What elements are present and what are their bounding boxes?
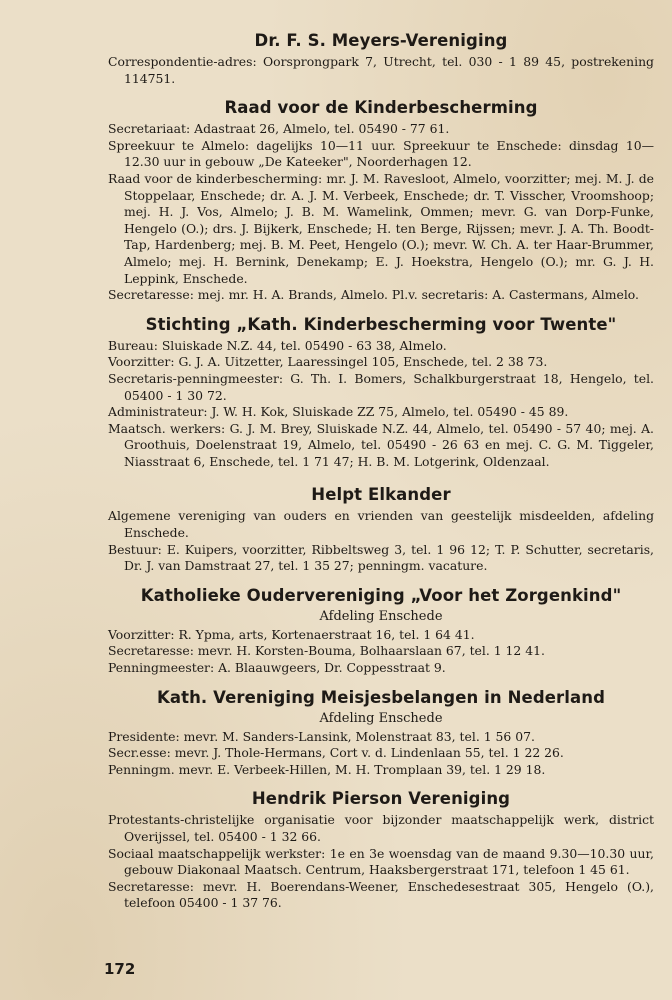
entry: Voorzitter: R. Ypma, arts, Kortenaerstraat 16, tel. 1 64 41. <box>108 626 475 642</box>
entry: Sociaal maatschappelijk werkster: 1e en 3e woensdag van de maand 9.30—10.30 uur, gebouw Diakonaal Maatsch. Centrum, Haaksbergerstraat 171, telefoon 1 45 61. <box>108 845 654 878</box>
section-subtitle: Afdeling Enschede <box>319 608 443 624</box>
entry: Secretaresse: mej. mr. H. A. Brands, Almelo. Pl.v. secretaris: A. Castermans, Almelo. <box>108 287 639 303</box>
entry: Algemene vereniging van ouders en vrienden van geestelijk misdeelden, afdeling Enschede. <box>108 508 654 541</box>
page-number: 172 <box>104 960 136 978</box>
section-title: Dr. F. S. Meyers-Vereniging <box>254 31 508 50</box>
entry: Raad voor de kinderbescherming: mr. J. M. Ravesloot, Almelo, voorzitter; mej. M. J. de Stoppelaar, Enschede; dr. A. J. M. Verbeek, Enschede; dr. T. Visscher, Vroomshoop; mej. H. J. Vos, Almelo; J. B. M. Wamelink, Ommen; mevr. G. van Dorp-Funke, Hengelo (O.); drs. J. Bijkerk, Enschede; H. ten Berge, Rijssen; mevr. J. A. Th. Boodt-Tap, Hardenberg; mej. B. M. Peet, Hengelo (O.); mevr. W. Ch. A. ter Haar-Brummer, Almelo; mej. H. Bernink, Denekamp; E. J. Hoekstra, Hengelo (O.); mr. G. J. H. Leppink, Enschede. <box>108 170 654 286</box>
section-kath-kinderbescherming <box>108 314 654 471</box>
section-title: Kath. Vereniging Meisjesbelangen in Nederland <box>156 687 606 707</box>
section-hendrik-pierson <box>108 788 654 912</box>
entry: Spreekuur te Almelo: dagelijks 10—11 uur. Spreekuur te Enschede: dinsdag 10—12.30 uur in gebouw „De Kateeker", Noorderhagen 12. <box>108 137 654 170</box>
section-subtitle: Afdeling Enschede <box>319 710 443 726</box>
section-title: Raad voor de Kinderbescherming <box>224 98 538 118</box>
section-title: Hendrik Pierson Vereniging <box>251 789 511 809</box>
entry: Maatsch. werkers: G. J. M. Brey, Sluiskade N.Z. 44, Almelo, tel. 05490 - 57 40; mej. A. Groothuis, Doelenstraat 19, Almelo, tel. 05490 - 26 63 en mej. C. G. M. Tiggeler, Niasstraat 6, Enschede, tel. 1 71 47; H. B. M. Lotgerink, Oldenzaal. <box>108 420 654 469</box>
entry: Voorzitter: G. J. A. Uitzetter, Laaressingel 105, Enschede, tel. 2 38 73. <box>108 354 548 370</box>
section-zorgenkind <box>108 585 654 677</box>
entry: Secr.esse: mevr. J. Thole-Hermans, Cort v. d. Lindenlaan 55, tel. 1 22 26. <box>108 745 564 761</box>
section-title: Stichting „Kath. Kinderbescherming voor Twente" <box>145 314 617 334</box>
section-title: Katholieke Oudervereniging „Voor het Zorgenkind" <box>140 585 622 605</box>
entry: Bureau: Sluiskade N.Z. 44, tel. 05490 - 63 38, Almelo. <box>108 337 447 353</box>
entry: Penningmeester: A. Blaauwgeers, Dr. Coppesstraat 9. <box>108 660 446 676</box>
entry: Secretariaat: Adastraat 26, Almelo, tel. 05490 - 77 61. <box>108 121 450 137</box>
section-helpt-elkander <box>108 484 654 574</box>
entry: Correspondentie-adres: Oorsprongpark 7, Utrecht, tel. 030 - 1 89 45, postrekening 114751. <box>108 54 654 86</box>
entry: Secretaresse: mevr. H. Boerendans-Weener, Enschedesestraat 305, Hengelo (O.), telefoon 05400 - 1 37 76. <box>108 878 654 911</box>
entry: Bestuur: E. Kuipers, voorzitter, Ribbeltsweg 3, tel. 1 96 12; T. P. Schutter, secretaris, Dr. J. van Damstraat 27, tel. 1 35 27; penningm. vacature. <box>108 541 654 574</box>
entry: Presidente: mevr. M. Sanders-Lansink, Molenstraat 83, tel. 1 56 07. <box>108 728 535 744</box>
section-meisjesbelangen <box>108 687 654 779</box>
section-title: Helpt Elkander <box>311 485 451 505</box>
entry: Penningm. mevr. E. Verbeek-Hillen, M. H. Tromplaan 39, tel. 1 29 18. <box>108 761 546 777</box>
entry: Administrateur: J. W. H. Kok, Sluiskade ZZ 75, Almelo, tel. 05490 - 45 89. <box>108 404 569 420</box>
section-meyers <box>108 30 654 87</box>
section-kinderbescherming <box>108 97 654 304</box>
entry: Secretaris-penningmeester: G. Th. I. Bomers, Schalkburgerstraat 18, Hengelo, tel. 05400 - 1 30 72. <box>108 370 654 403</box>
entry: Protestants-christelijke organisatie voor bijzonder maatschappelijk werk, district Overijssel, tel. 05400 - 1 32 66. <box>108 812 654 844</box>
entry: Secretaresse: mevr. H. Korsten-Bouma, Bolhaarslaan 67, tel. 1 12 41. <box>108 643 545 659</box>
